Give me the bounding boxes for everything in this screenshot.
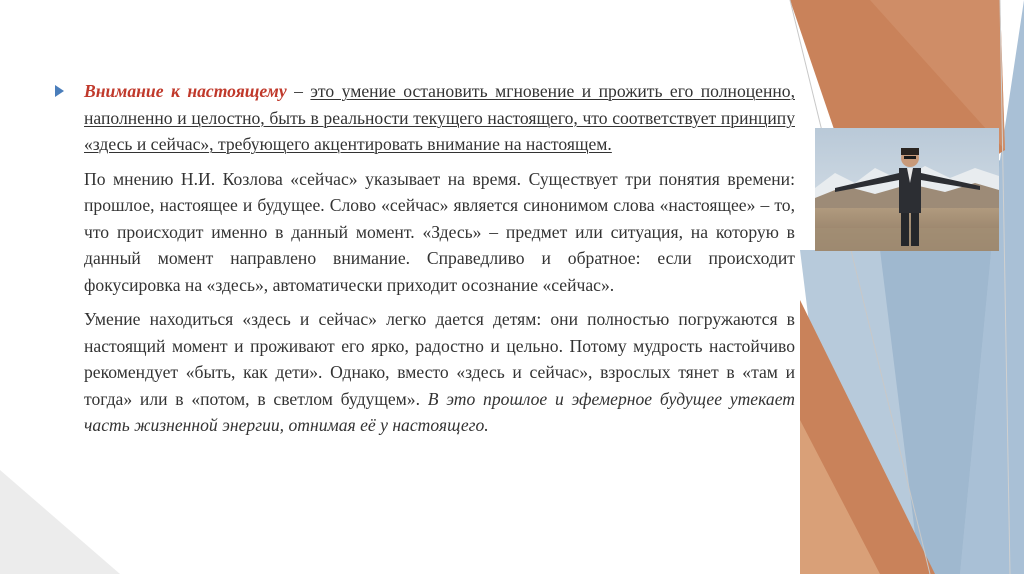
photo-man-arms-outstretched [815,128,999,251]
paragraph-children-italic: В это прошлое и эфемерное будущее утекает часть жизненной энергии, отнимая её у настоящего. [84,388,795,435]
triangle-bullet-icon [55,85,64,97]
term-dash: – [286,81,311,101]
gray-shape-bottom-left [0,470,120,574]
definition-body: это умение остановить мгновение и прожить его полноценно, наполненно и целостно, быть в реальности текущего настоящего, что соответствует принципу «здесь и сейчас», требующего акцентировать внимание на настоящем. [84,81,795,154]
definition-bullet [55,78,795,158]
paragraph-kozlov: По мнению Н.И. Козлова «сейчас» указывает на время. Существует три понятия времени: прошлое, настоящее и будущее. Слово «сейчас» является синонимом слова «настоящее» – то, что происходит именно в данный момент. «Здесь» – предмет или ситуация, на которую в данный момент направлено внимание. Справедливо и обратное: если происходит фокусировка на «здесь», автоматически приходит осознание «сейчас». [84,168,795,295]
definition-text [84,78,795,158]
slide-text-content [55,78,795,447]
term-highlight: Внимание к настоящему [84,81,287,101]
paragraph-children-plain: Умение находиться «здесь и сейчас» легко дается детям: они полностью погружаются в настоящий момент и проживают его ярко, радостно и цельно. Потому мудрость настойчиво рекомендует «быть, как дети». Однако, вместо «здесь и сейчас», взрослых тянет в «там и тогда» или в «потом, в светлом будущем». [84,309,795,409]
paragraph-children [84,306,795,439]
